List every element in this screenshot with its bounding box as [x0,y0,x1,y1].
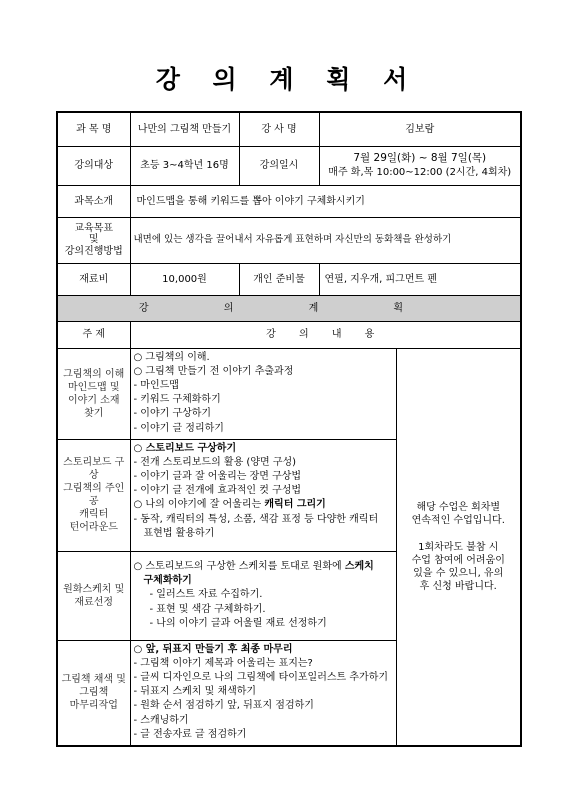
content-line: - 글 전송자료 글 점검하기 [133,728,247,740]
fee-value: 10,000원 [130,263,239,295]
content-emphasis: 캐릭터 그리기 [264,499,326,511]
session-row [57,348,521,439]
course-row [57,112,521,146]
session-topic [57,640,130,746]
lecture-plan-table [56,111,522,747]
content-emphasis: 스케치 [344,560,374,572]
intro-value: 마인드맵을 통해 키워드를 뽑아 이야기 구체화시키기 [130,185,521,217]
notice-line: 해당 수업은 회차별 [416,501,501,513]
goal-label-line3: 강의진행방법 [64,245,123,257]
topic-header: 주 제 [57,321,130,348]
session-topic [57,348,130,439]
content-line: - 이야기 구상하기 [133,408,212,420]
goal-label-line1: 교육목표 [74,222,114,234]
topic-line: 스토리보드 구상 [63,457,125,481]
notice-spacer [400,527,518,541]
goal-label [57,217,130,263]
session-topic [57,439,130,551]
session-content [130,348,396,439]
content-header: 강 의 내 용 [130,321,521,348]
notice-line: 수업 참여에 어려움이 [411,554,505,566]
content-line: ○ 그림책 만들기 전 이야기 추출과정 [133,365,294,377]
plan-header: 강 의 계 획 [57,295,521,321]
content-line: 표현법 활용하기 [143,527,215,539]
target-row [57,146,521,185]
document-title: 강 의 계 획 서 [155,65,420,94]
course-label: 과 목 명 [57,112,130,146]
instructor-label: 강 사 명 [239,112,319,146]
schedule-label: 강의일시 [239,146,319,185]
content-line: - 스캐닝하기 [133,714,189,726]
topic-line: 캐릭터 [79,509,109,520]
content-line: - 이야기 글과 잘 어울리는 장면 구상법 [133,470,302,482]
topic-line: 마인드맵 및 [68,381,120,393]
content-line: 구체화하기 [143,575,192,587]
content-line: - 글씨 디자인으로 나의 그림책에 타이포일러스트 추가하기 [133,671,389,683]
content-line [134,498,393,512]
content-line: - 동작, 캐릭터의 특성, 소품, 색감 표정 등 다양한 캐릭터 [133,513,379,525]
supplies-label: 개인 준비물 [239,263,319,295]
intro-row [57,185,521,217]
content-line: - 이야기 글 전개에 효과적인 컷 구성법 [133,485,302,497]
topic-line: 이야기 소재 [68,394,120,406]
notice-line: 있을 수 있으니, 유의 [413,567,504,579]
content-line: ○ 스토리보드 구상하기 [133,442,237,454]
intro-label: 과목소개 [57,185,130,217]
instructor-value: 김보람 [319,112,521,146]
content-line [134,560,393,574]
topic-line: 그림책의 이해 [63,368,125,380]
content-line: - 원화 순서 점검하기 앞, 뒤표지 점검하기 [133,700,314,712]
content-line: - 전개 스토리보드의 활용 (양면 구성) [133,456,297,468]
content-line: - 일러스트 자료 수집하기. [149,589,263,601]
plan-header-row [57,295,521,321]
content-line: - 이야기 글 정리하기 [133,422,224,434]
topic-line: 원화스케치 및 [63,583,125,595]
topic-line: 마무리작업 [69,700,118,712]
topic-line: 그림책 [79,687,109,699]
goal-value: 내면에 있는 생각을 끌어내서 자유롭게 표현하며 자신만의 동화책을 완성하기 [130,217,521,263]
session-content [130,439,396,551]
session-topic [57,551,130,640]
schedule-value [319,146,521,185]
goal-label-line2: 및 [88,234,99,246]
session-content [130,640,396,746]
content-line: - 그림책 이야기 제목과 어울리는 표지는? [133,657,313,669]
fee-row [57,263,521,295]
content-line: - 표현 및 색감 구체화하기. [149,603,266,615]
schedule-dates: 7월 29일(화) ~ 8월 7일(목) [353,152,487,165]
target-label: 강의대상 [57,146,130,185]
topic-line: 그림책 채색 및 [61,674,126,686]
course-value: 나만의 그림책 만들기 [130,112,239,146]
notice-cell [396,348,521,746]
target-value: 초등 3~4학년 16명 [130,146,239,185]
content-line: - 나의 이야기 글과 어울릴 재료 선정하기 [149,617,327,629]
content-line: - 마인드맵 [133,379,179,391]
session-content [130,551,396,640]
content-line: - 키워드 구체화하기 [133,394,221,406]
goal-row [57,217,521,263]
content-text: ○ 스토리보드의 구상한 스케치를 토대로 원화에 [133,560,345,572]
fee-label: 재료비 [57,263,130,295]
content-line: ○ 그림책의 이해. [133,351,210,363]
plan-columns-row [57,321,521,348]
content-line: ○ 앞, 뒤표지 만들기 후 최종 마무리 [133,643,293,655]
topic-line: 턴어라운드 [69,522,118,533]
topic-line: 재료선정 [74,596,114,608]
schedule-times: 매주 화,목 10:00~12:00 (2시간, 4회차) [328,166,512,178]
supplies-value: 연필, 지우개, 피그먼트 펜 [319,263,521,295]
topic-line: 찾기 [84,407,104,419]
notice-line: 후 신청 바랍니다. [419,580,497,592]
content-line: - 뒤표지 스케치 및 채색하기 [133,686,257,698]
notice-line: 1회차라도 불참 시 [418,541,499,553]
notice-line: 연속적인 수업입니다. [411,514,505,526]
topic-line: 그림책의 주인공 [63,483,125,507]
content-text: ○ 나의 이야기에 잘 어울리는 [133,499,265,511]
